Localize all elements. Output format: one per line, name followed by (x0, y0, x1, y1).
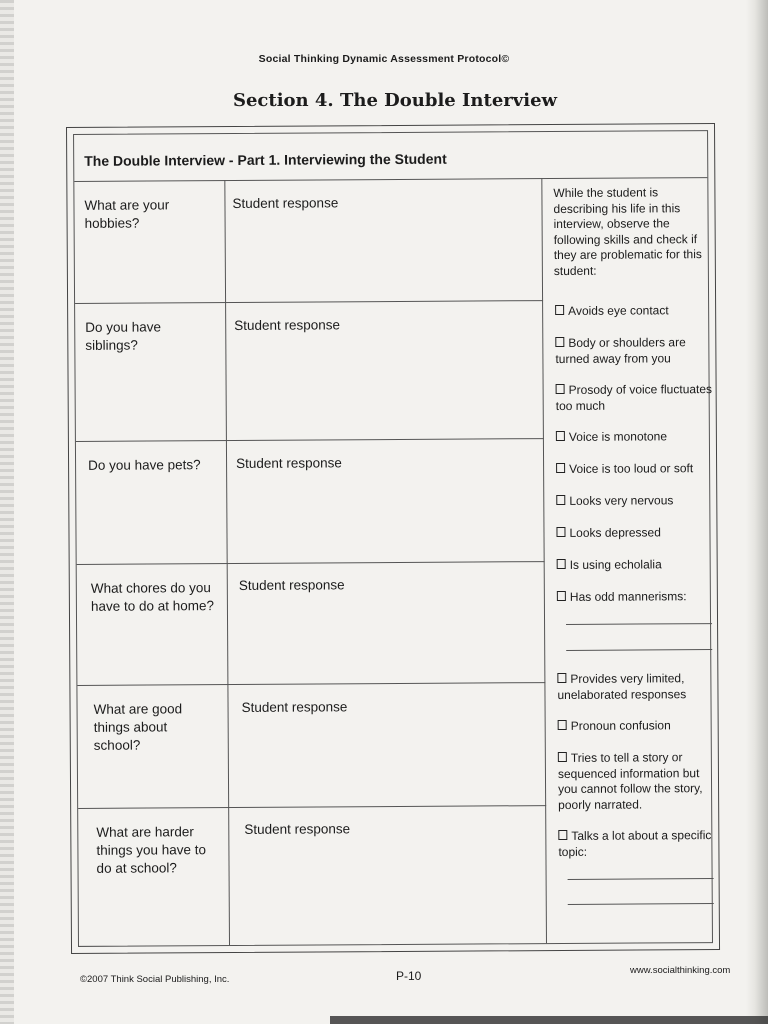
checkbox-icon[interactable] (556, 495, 565, 505)
checkbox-icon[interactable] (555, 337, 564, 347)
checkbox-item[interactable]: Provides very limited, unelaborated responses (557, 671, 687, 702)
question-good-things: What are good things about school? (93, 701, 183, 753)
section-title: Section 4. The Double Interview (232, 90, 558, 111)
student-response-label: Student response (236, 455, 342, 471)
page-number: P-10 (396, 969, 422, 983)
checkbox-item[interactable]: Looks depressed (556, 525, 716, 541)
title-divider (74, 177, 707, 182)
row-divider (76, 438, 544, 442)
website-link[interactable]: www.socialthinking.com (630, 965, 731, 976)
scan-edge-right (746, 0, 768, 1024)
student-response-label: Student response (234, 317, 341, 333)
checkbox-item[interactable]: Pronoun confusion (558, 718, 718, 734)
checkbox-icon[interactable] (558, 720, 567, 730)
checkbox-item[interactable]: Voice is monotone (556, 429, 716, 445)
student-response-label: Student response (241, 699, 348, 715)
checkbox-item[interactable]: Looks very nervous (556, 493, 716, 509)
row-divider (75, 300, 543, 304)
table-title: The Double Interview - Part 1. Interviewing the Student (84, 150, 447, 169)
write-in-line[interactable] (568, 903, 714, 905)
checkbox-icon[interactable] (556, 431, 565, 441)
checkbox-item[interactable]: Prosody of voice fluctuates too much (555, 382, 713, 413)
question-harder-things: What are harder things you have to do at school? (96, 824, 207, 876)
student-response-label: Student response (238, 577, 345, 593)
question-hobbies: What are your hobbies? (84, 197, 170, 231)
interview-form-table (73, 130, 713, 947)
question-chores: What chores do you have to do at home? (90, 580, 215, 614)
checkbox-icon[interactable] (558, 830, 567, 840)
student-response-label: Student response (244, 821, 351, 837)
protocol-header: Social Thinking Dynamic Assessment Protocol© (258, 53, 510, 65)
interview-form-frame (66, 123, 720, 954)
question-siblings: Do you have siblings? (85, 319, 162, 353)
student-response-label: Student response (232, 195, 339, 211)
checkbox-icon[interactable] (556, 384, 565, 394)
scan-edge-left (0, 0, 14, 1024)
copyright: ©2007 Think Social Publishing, Inc. (80, 974, 230, 985)
checkbox-item[interactable]: Voice is too loud or soft (556, 461, 716, 477)
observation-instructions: While the student is describing his life in this interview, observe the following skills and check if they are problematic for this student: (553, 185, 702, 278)
checkbox-item[interactable]: Tries to tell a story or sequenced information but you cannot follow the story, poorly narrated. (557, 750, 703, 812)
scan-edge-bottom (330, 1016, 768, 1024)
checkbox-icon[interactable] (556, 527, 565, 537)
checkbox-item[interactable]: Is using echolalia (557, 557, 717, 573)
checkbox-icon[interactable] (555, 305, 564, 315)
checkbox-icon[interactable] (557, 673, 566, 683)
checkbox-icon[interactable] (557, 559, 566, 569)
question-pets: Do you have pets? (88, 457, 201, 473)
write-in-line[interactable] (568, 878, 714, 880)
checkbox-item[interactable]: Body or shoulders are turned away from you (555, 335, 686, 366)
checkbox-item[interactable]: Talks a lot about a specific topic: (558, 828, 712, 859)
checkbox-icon[interactable] (557, 591, 566, 601)
checkbox-item[interactable]: Has odd mannerisms: (557, 589, 717, 605)
write-in-line[interactable] (566, 623, 712, 625)
checkbox-icon[interactable] (558, 752, 567, 762)
row-divider (77, 561, 545, 565)
row-divider (77, 682, 545, 686)
row-divider (78, 805, 546, 809)
write-in-line[interactable] (566, 649, 712, 651)
checkbox-icon[interactable] (556, 463, 565, 473)
checkbox-item[interactable]: Avoids eye contact (555, 303, 715, 319)
